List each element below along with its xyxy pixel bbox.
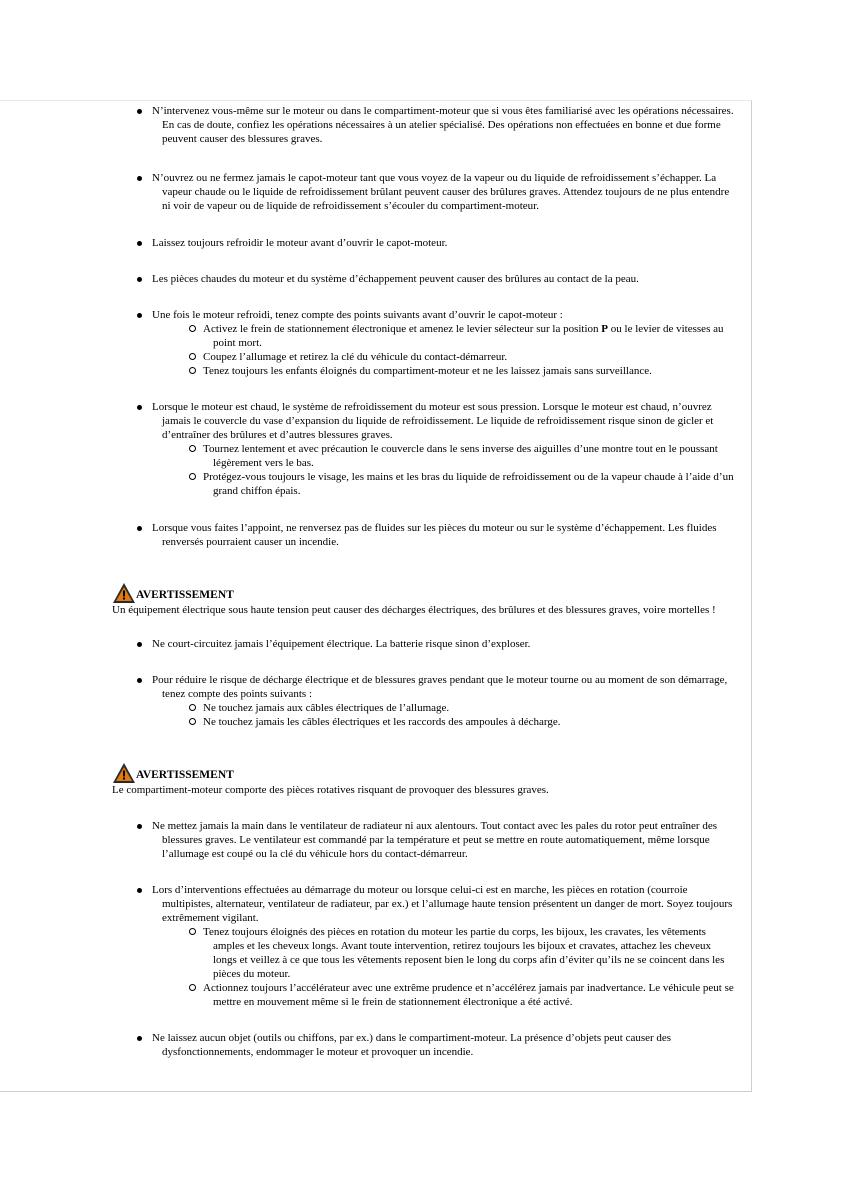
list-item: Les pièces chaudes du moteur et du système d’échappement peuvent causer des brûlures au contact de la peau. — [152, 272, 736, 286]
list-item: Laissez toujours refroidir le moteur avant d’ouvrir le capot-moteur. — [152, 236, 736, 250]
list-item: Ne laissez aucun objet (outils ou chiffons, par ex.) dans le compartiment-moteur. La présence d’objets peut causer des dysfonctionnements, endommager le moteur et provoquer un incendie. — [152, 1031, 736, 1059]
bullet-icon — [137, 1036, 142, 1041]
list-item: N’ouvrez ou ne fermez jamais le capot-moteur tant que vous voyez de la vapeur ou du liquide de refroidissement s’échapper. La vapeur chaude ou le liquide de refroidissement brûlant peuvent causer des brûlures graves. Attendez toujours de ne plus entendre ni voir de vapeur ou de liquide de refroidissement s’écouler du compartiment-moteur. — [152, 171, 736, 213]
warning-box — [112, 761, 727, 797]
sub-list-item: Activez le frein de stationnement électronique et amenez le levier sélecteur sur la position P ou le levier de vitesses au point mort. — [203, 322, 736, 350]
list-item: Lors d’interventions effectuées au démarrage du moteur ou lorsque celui-ci est en marche, les pièces en rotation (courroie multipistes, alternateur, ventilateur de radiateur, par ex.) et l’allumage haute tension présentent un danger de mort. Soyez toujours extrêmement vigilant. — [152, 883, 736, 925]
warning-icon — [112, 582, 136, 604]
document-body — [0, 104, 745, 1059]
warning-icon — [112, 762, 136, 784]
sub-list-item: Ne touchez jamais les câbles électriques et les raccords des ampoules à décharge. — [203, 715, 736, 729]
bullet-icon — [137, 405, 142, 410]
bullet-icon — [137, 526, 142, 531]
bullet-icon — [137, 277, 142, 282]
circle-bullet-icon — [189, 718, 196, 725]
bullet-icon — [137, 109, 142, 114]
bullet-icon — [137, 176, 142, 181]
sub-list-item: Protégez-vous toujours le visage, les mains et les bras du liquide de refroidissement ou de la vapeur chaude à l’aide d’un grand chiffon épais. — [203, 470, 736, 498]
warning-title: AVERTISSEMENT — [136, 589, 234, 601]
circle-bullet-icon — [189, 367, 196, 374]
list-item: Lorsque le moteur est chaud, le système de refroidissement du moteur est sous pression. Lorsque le moteur est chaud, n’ouvrez jamais le couvercle du vase d’expansion du liquide de refroidissement. Le liquide de refroidissement risque sinon de gicler et d’entraîner des brûlures et d’autres blessures graves. — [152, 400, 736, 442]
list-item: Une fois le moteur refroidi, tenez compte des points suivants avant d’ouvrir le capot-moteur : — [152, 308, 736, 322]
bullet-icon — [137, 888, 142, 893]
sub-list-item: Ne touchez jamais aux câbles électriques de l’allumage. — [203, 701, 736, 715]
bullet-icon — [137, 824, 142, 829]
list-item: Ne mettez jamais la main dans le ventilateur de radiateur ni aux alentours. Tout contact avec les pales du rotor peut entraîner des blessures graves. Le ventilateur est commandé par la température et peut se mettre en route automatiquement, même lorsque l’allumage est coupé ou la clé du véhicule hors du contact-démarreur. — [152, 819, 736, 861]
sub-list-item: Tournez lentement et avec précaution le couvercle dans le sens inverse des aiguilles d’une montre tout en le poussant légèrement vers le bas. — [203, 442, 736, 470]
list-item: N’intervenez vous-même sur le moteur ou dans le compartiment-moteur que si vous êtes familiarisé avec les opérations nécessaires. En cas de doute, confiez les opérations nécessaires à un atelier spécialisé. Des opérations non effectuées en bonne et due forme peuvent causer des blessures graves. — [152, 104, 736, 146]
sub-list-item: Tenez toujours éloignés des pièces en rotation du moteur les partie du corps, les bijoux, les cravates, les vêtements amples et les cheveux longs. Avant toute intervention, retirez toujours les bijoux et cravates, attachez les cheveux longs et veillez à ce que tous les vêtements reposent bien le long du corps afin d’éviter qu’ils ne se coincent dans les pièces du moteur. — [203, 925, 736, 981]
bullet-icon — [137, 642, 142, 647]
list-item: Pour réduire le risque de décharge électrique et de blessures graves pendant que le moteur tourne ou au moment de son démarrage, tenez compte des points suivants : — [152, 673, 736, 701]
circle-bullet-icon — [189, 445, 196, 452]
circle-bullet-icon — [189, 473, 196, 480]
circle-bullet-icon — [189, 325, 196, 332]
sub-list-item: Actionnez toujours l’accélérateur avec une extrême prudence et n’accélérez jamais par inadvertance. Le véhicule peut se mettre en mouvement même si le frein de stationnement électronique a été activé. — [203, 981, 736, 1009]
circle-bullet-icon — [189, 704, 196, 711]
circle-bullet-icon — [189, 928, 196, 935]
list-item: Ne court-circuitez jamais l’équipement électrique. La batterie risque sinon d’exploser. — [152, 637, 736, 651]
warning-text: Le compartiment-moteur comporte des pièces rotatives risquant de provoquer des blessures graves. — [112, 784, 549, 796]
warning-box — [112, 581, 727, 617]
list-item: Lorsque vous faites l’appoint, ne renversez pas de fluides sur les pièces du moteur ou sur le système d’échappement. Les fluides renversés pourraient causer un incendie. — [152, 521, 736, 549]
circle-bullet-icon — [189, 353, 196, 360]
bullet-icon — [137, 313, 142, 318]
warning-text: Un équipement électrique sous haute tension peut causer des décharges électriques, des brûlures et des blessures graves, voire mortelles ! — [112, 604, 716, 616]
bullet-icon — [137, 678, 142, 683]
warning-title: AVERTISSEMENT — [136, 769, 234, 781]
bullet-icon — [137, 241, 142, 246]
circle-bullet-icon — [189, 984, 196, 991]
sub-list-item: Coupez l’allumage et retirez la clé du véhicule du contact-démarreur. — [203, 350, 736, 364]
sub-list-item: Tenez toujours les enfants éloignés du compartiment-moteur et ne les laissez jamais sans surveillance. — [203, 364, 736, 378]
